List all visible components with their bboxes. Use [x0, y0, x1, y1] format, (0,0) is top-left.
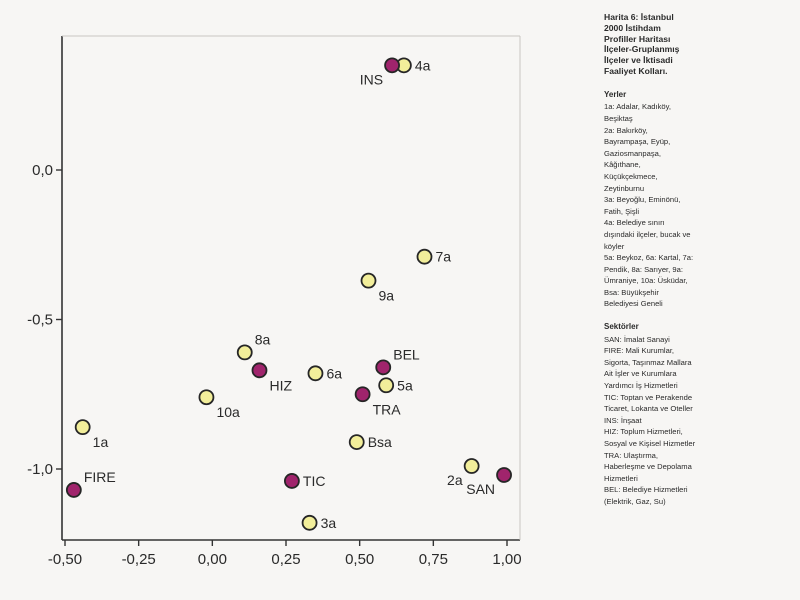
y-tick-label: -1,0: [27, 461, 53, 478]
place-point-8a: [238, 345, 252, 359]
sector-entry: INS: İnşaat: [604, 415, 642, 425]
sector-point-bel: [376, 360, 390, 374]
place-point-3a: [303, 516, 317, 530]
legend-panel: [604, 12, 794, 519]
y-tick-label: 0,0: [32, 162, 53, 179]
x-tick-label: 0,25: [271, 551, 301, 568]
point-label-tra: TRA: [372, 401, 401, 418]
point-label-hiz: HIZ: [269, 377, 293, 394]
sector-point-tic: [285, 474, 299, 488]
place-point-bsa: [350, 435, 364, 449]
point-label-san: SAN: [466, 480, 496, 497]
sector-point-fire: [67, 483, 81, 497]
places-heading: Yerler: [604, 89, 627, 99]
point-label-1a: 1a: [92, 434, 109, 451]
place-entry: 5a: Beykoz, 6a: Kartal, 7a: Pendik, 8a: Sarıyer, 9a: Ümraniye, 10a: Üsküdar, Bsa: Büyükşehir Belediyesi Geneli: [604, 253, 694, 309]
point-label-2a: 2a: [447, 472, 463, 489]
place-entry: 2a: Bakırköy, Bayrampaşa, Eyüp, Gaziosmanpaşa, Kâğıthane, Küçükçekmece, Zeytinburnu: [604, 125, 671, 193]
point-label-10a: 10a: [216, 404, 240, 421]
sectors-section: [604, 321, 794, 508]
sector-entry: BEL: Belediye Hizmetleri (Elektrik, Gaz, Su): [604, 485, 688, 506]
point-label-8a: 8a: [254, 331, 271, 348]
place-point-10a: [199, 390, 213, 404]
sector-point-hiz: [252, 363, 266, 377]
point-label-ins: INS: [359, 71, 384, 88]
x-tick-label: -0,25: [121, 551, 156, 568]
point-label-tic: TIC: [302, 472, 326, 489]
sector-entry: SAN: İmalat Sanayi: [604, 334, 670, 344]
place-point-1a: [76, 420, 90, 434]
place-entry: 4a: Belediye sınırı dışındaki ilçeler, bucak ve köyler: [604, 218, 691, 251]
sector-point-tra: [356, 387, 370, 401]
chart-axes: [62, 36, 520, 540]
sector-entry: HIZ: Toplum Hizmetleri, Sosyal ve Kişisel Hizmetler: [604, 427, 696, 448]
sector-point-san: [497, 468, 511, 482]
x-tick-label: 0,00: [197, 551, 227, 568]
point-label-bel: BEL: [393, 346, 420, 363]
point-label-7a: 7a: [435, 248, 452, 265]
point-label-6a: 6a: [326, 365, 343, 382]
place-point-5a: [379, 378, 393, 392]
chart-caption: Harita 6: İstanbul 2000 İstihdam Profiller Haritası İlçeler-Gruplanmış İlçeler ve İktisadi Faaliyet Kolları.: [604, 12, 680, 76]
point-label-3a: 3a: [320, 514, 337, 531]
x-tick-label: 0,75: [418, 551, 448, 568]
y-tick-label: -0,5: [27, 311, 53, 329]
point-label-fire: FIRE: [83, 468, 116, 485]
place-point-7a: [417, 250, 431, 264]
x-tick-label: 0,50: [345, 551, 375, 568]
chart-ticks: [27, 162, 521, 568]
sector-entry: TRA: Ulaştırma, Haberleşme ve Depolama Hizmetleri: [604, 450, 692, 483]
places-section: [604, 89, 794, 310]
point-label-5a: 5a: [397, 377, 413, 394]
place-entry: 1a: Adalar, Kadıköy, Beşiktaş: [604, 102, 671, 123]
sector-entry: FIRE: Mali Kurumlar, Sigorta, Taşınmaz Mallara Ait İşler ve Kurumlara Yardımcı İş Hizmetleri: [604, 346, 692, 391]
point-label-bsa: Bsa: [367, 434, 392, 451]
x-tick-label: 1,00: [492, 551, 522, 568]
chart-marks: [67, 57, 511, 530]
place-point-9a: [362, 274, 376, 288]
sector-entry: TIC: Toptan ve Perakende Ticaret, Lokanta ve Oteller: [604, 392, 693, 414]
sector-point-ins: [385, 58, 399, 72]
place-entry: 3a: Beyoğlu, Eminönü, Fatih, Şişli: [604, 195, 681, 216]
sectors-heading: Sektörler: [604, 322, 639, 332]
place-point-2a: [465, 459, 479, 473]
x-tick-label: -0,50: [47, 551, 83, 568]
point-label-9a: 9a: [378, 287, 395, 304]
place-point-6a: [308, 366, 322, 380]
point-label-4a: 4a: [414, 57, 431, 74]
